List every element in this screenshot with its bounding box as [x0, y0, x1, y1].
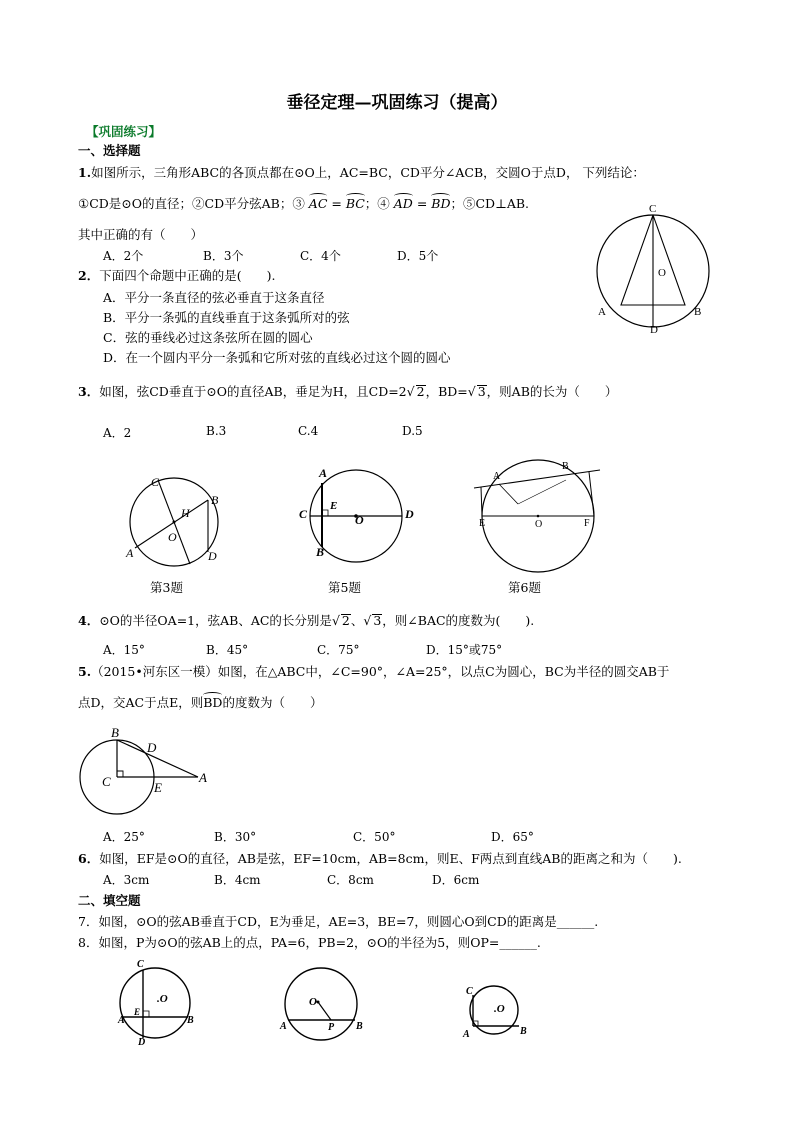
q5-label-d: D — [147, 740, 157, 755]
q6-option-c: C．8cm — [327, 873, 374, 887]
label-d: D — [650, 324, 658, 336]
q5-figure — [78, 726, 218, 821]
fig3 — [118, 470, 233, 570]
fig3-caption: 第3题 — [150, 580, 183, 595]
fig7-label-b: B — [187, 1015, 194, 1026]
q5-option-d: D．65° — [491, 830, 534, 844]
q7-text: 7．如图，⊙O的弦AB垂直于CD，E为垂足，AE=3，BE=7，则圆心O到CD的距离是______. — [78, 914, 599, 929]
q6-stem: 6．如图，EF是⊙O的直径，AB是弦，EF=10cm，AB=8cm，则E、F两点到直线AB的距离之和为（ ). — [78, 851, 682, 866]
q4-option-b: B．45° — [206, 643, 249, 657]
fig3-label-d: D — [208, 549, 217, 563]
fig3-label-c: C — [151, 475, 160, 489]
arc-bd: BD — [431, 196, 451, 211]
q8-text: 8．如图，P为⊙O的弦AB上的点，PA=6，PB=2，⊙O的半径为5，则OP=______. — [78, 935, 541, 950]
fig6-label-f: F — [584, 518, 590, 529]
q1-figure — [590, 195, 720, 340]
fig5-label-o: O — [355, 513, 364, 527]
q5-option-b: B．30° — [214, 830, 257, 844]
arc-bd-q5: BD — [203, 695, 223, 710]
fig7-label-o: .O — [157, 993, 168, 1005]
q3-stem: 3．如图，弦CD垂直于⊙O的直径AB，垂足为H，且CD=2√ 2，BD=√ 3，则AB的长为（ ） — [78, 384, 618, 399]
q5-label-a: A — [199, 770, 207, 785]
fig6-label-o: O — [535, 519, 543, 530]
fig5-label-c: C — [299, 507, 308, 521]
fig9-label-o: .O — [494, 1003, 505, 1015]
part1-heading: 一、选择题 — [78, 143, 141, 158]
fig5-label-d: D — [405, 507, 414, 521]
q6-option-d: D．6cm — [432, 873, 480, 887]
fig7 — [118, 955, 208, 1047]
q5-label-c: C — [102, 774, 111, 789]
section-tag: 【巩固练习】 — [86, 124, 162, 139]
fig7-label-a: A — [118, 1015, 125, 1026]
fig8-label-p: P — [328, 1022, 335, 1033]
q4-option-a: A．15° — [103, 643, 145, 657]
q5-option-c: C．50° — [353, 830, 396, 844]
q5-line2: 点D，交AC于点E，则BD的度数为（ ） — [78, 695, 323, 710]
fig5-caption: 第5题 — [328, 580, 361, 595]
q1-option-a: A．2个 — [103, 249, 144, 263]
q5-line1: 5.（2015•河东区一模）如图，在△ABC中，∠C=90°，∠A=25°，以点C为圆心，BC为半径的圆交AB于 — [78, 664, 670, 679]
page-title: 垂径定理—巩固练习（提高） — [286, 93, 508, 113]
fig3-label-a: A — [126, 546, 134, 560]
fig9-label-c: C — [466, 986, 473, 997]
fig8-label-o: O — [309, 996, 317, 1008]
fig3-label-o: O — [168, 530, 177, 544]
q6-option-b: B．4cm — [214, 873, 261, 887]
fig8-label-a: A — [280, 1021, 287, 1032]
fig5-label-b: B — [316, 545, 325, 559]
q1-ask: 其中正确的有（ ） — [78, 227, 204, 242]
q5-option-a: A．25° — [103, 830, 145, 844]
fig6-caption: 第6题 — [508, 580, 541, 595]
arc-bc: BC — [345, 196, 365, 211]
fig3-label-b: B — [211, 493, 219, 507]
fig7-label-e: E — [134, 1007, 141, 1017]
fig3-label-h: H — [181, 506, 190, 520]
fig5 — [296, 466, 421, 566]
fig6-label-a: A — [493, 471, 501, 482]
q1-conclusions: ①CD是⊙O的直径；②CD平分弦AB；③ AC = BC；④ AD = BD；⑤CD⊥AB. — [78, 196, 530, 211]
label-b: B — [694, 306, 702, 318]
q3-option-c: C.4 — [298, 424, 319, 438]
q6-option-a: A．3cm — [103, 873, 150, 887]
fig7-label-c: C — [137, 959, 144, 970]
q2-option-d: D．在一个圆内平分一条弧和它所对弦的直线必过这个圆的圆心 — [103, 350, 451, 365]
q1-option-b: B．3个 — [203, 249, 244, 263]
q2-option-c: C．弦的垂线必过这条弦所在圆的圆心 — [103, 330, 313, 345]
q5-label-b: B — [111, 725, 119, 740]
part2-heading: 二、填空题 — [78, 893, 141, 908]
q2-option-a: A．平分一条直径的弦必垂直于这条直径 — [103, 290, 325, 305]
label-c: C — [649, 203, 657, 215]
fig9-label-b: B — [520, 1026, 527, 1037]
q5-label-e: E — [154, 780, 162, 795]
fig8-label-b: B — [356, 1021, 363, 1032]
fig9 — [460, 982, 540, 1042]
q2-option-b: B．平分一条弧的直线垂直于这条弧所对的弦 — [103, 310, 350, 325]
q1-option-c: C．4个 — [300, 249, 341, 263]
fig6-label-b: B — [562, 461, 569, 472]
fig6 — [470, 458, 600, 573]
q4-option-d: D．15°或75° — [426, 643, 503, 657]
fig6-label-e: E — [479, 518, 486, 529]
q1-option-d: D．5个 — [397, 249, 439, 263]
q2-stem: 2．下面四个命题中正确的是( ). — [78, 268, 276, 283]
q4-option-c: C．75° — [317, 643, 360, 657]
fig8 — [276, 962, 376, 1044]
q3-option-b: B.3 — [206, 424, 227, 438]
arc-ad: AD — [393, 196, 413, 211]
q1-stem: 1.如图所示，三角形ABC的各顶点都在⊙O上，AC=BC，CD平分∠ACB，交圆O于点D， 下列结论： — [78, 165, 645, 180]
q3-option-d: D.5 — [402, 424, 423, 438]
label-a: A — [598, 306, 606, 318]
arc-ac: AC — [308, 196, 328, 211]
fig9-label-a: A — [463, 1029, 470, 1040]
fig5-label-e: E — [330, 500, 338, 512]
label-o: O — [658, 267, 666, 279]
q3-option-a: A．2 — [103, 426, 132, 440]
fig5-label-a: A — [319, 466, 328, 480]
q4-stem: 4．⊙O的半径OA=1，弦AB、AC的长分别是√ 2、√ 3，则∠BAC的度数为( ). — [78, 613, 535, 628]
fig7-label-d: D — [138, 1037, 146, 1048]
